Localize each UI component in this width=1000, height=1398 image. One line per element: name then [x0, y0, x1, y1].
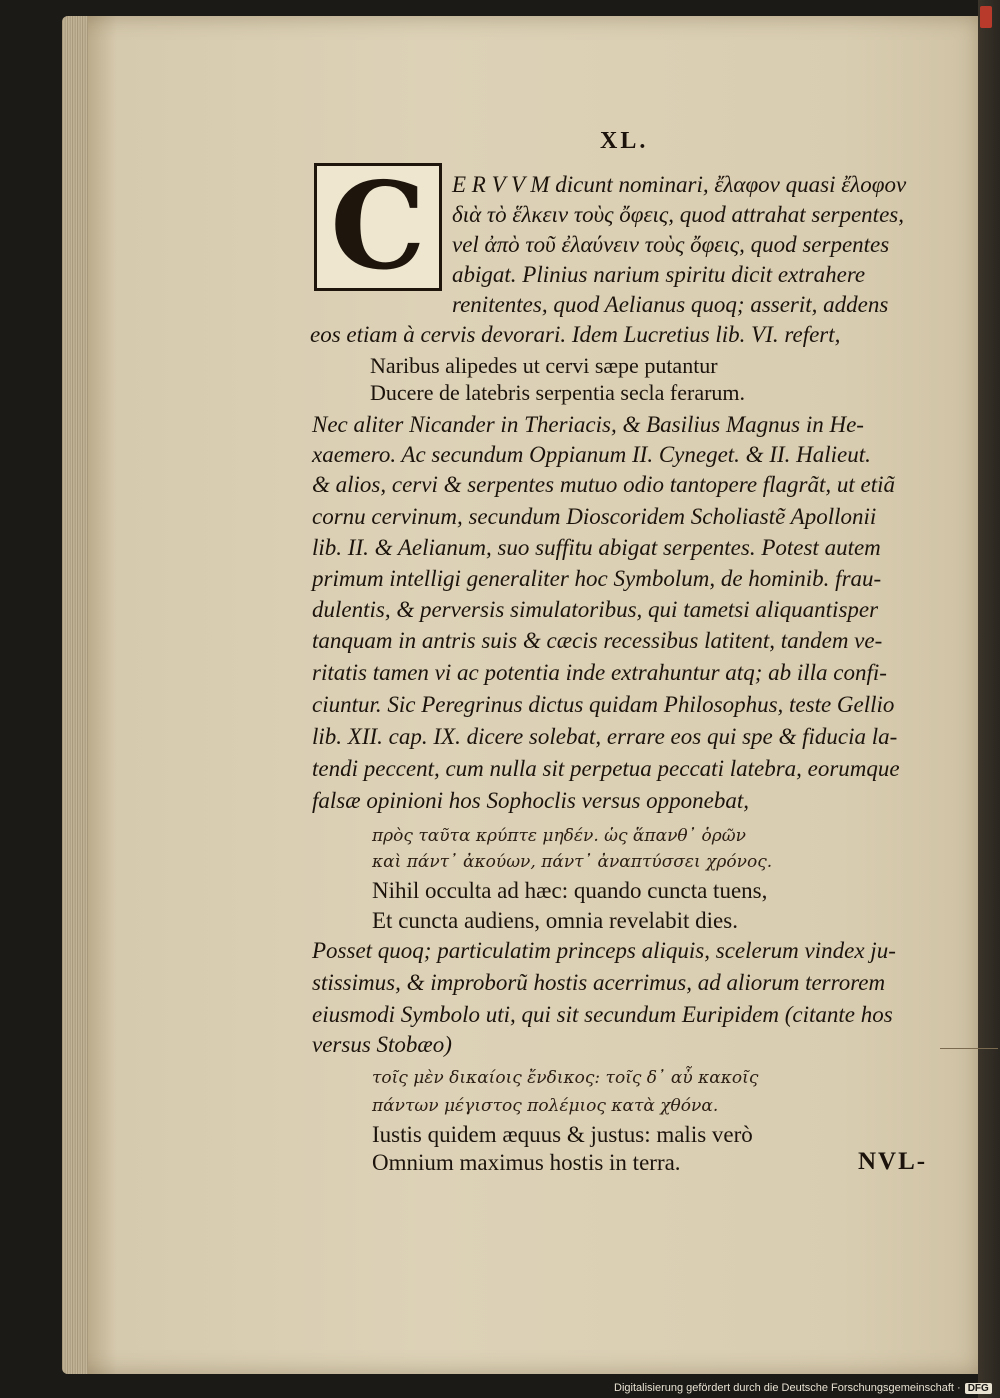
greek-line: τοῖς μὲν δικαίοις ἔνδικος: τοῖς δ᾽ αὖ κακοῖς: [372, 1068, 759, 1088]
text-line: lib. XII. cap. IX. dicere solebat, errare eos qui spe & fiducia la-: [312, 724, 898, 749]
text-line: Nec aliter Nicander in Theriacis, & Basilius Magnus in He-: [312, 412, 864, 437]
initial-letter: C: [330, 156, 426, 297]
credit-text: Digitalisierung gefördert durch die Deutsche Forschungsgemeinschaft ·: [614, 1382, 961, 1394]
catchword: NVL-: [858, 1148, 928, 1175]
verse-line: Ducere de latebris serpentia secla ferarum.: [370, 380, 746, 405]
text-line: Posset quoq; particulatim princeps aliquis, scelerum vindex ju-: [312, 938, 896, 963]
text-line: stissimus, & improborũ hostis acerrimus, ad aliorum terrorem: [312, 970, 886, 995]
text-line: renitentes, quod Aelianus quoq; asserit, addens: [452, 292, 889, 317]
verse-line: Et cuncta audiens, omnia revelabit dies.: [372, 908, 738, 933]
text-line: E R V V M dicunt nominari, ἔλαφον quasi ἔλοφον: [452, 172, 907, 197]
bookmark-ribbon: [980, 6, 992, 28]
text-line: primum intelligi generaliter hoc Symbolum, de hominib. frau-: [312, 566, 882, 591]
text-line: ciuntur. Sic Peregrinus dictus quidam Philosophus, teste Gellio: [312, 692, 895, 717]
text-line: eos etiam à cervis devorari. Idem Lucretius lib. VI. refert,: [310, 322, 841, 347]
margin-rule: [940, 1048, 998, 1049]
verse-line: Nihil occulta ad hæc: quando cuncta tuens,: [372, 878, 768, 903]
text-line: xaemero. Ac secundum Oppianum II. Cyneget. & II. Halieut.: [312, 442, 871, 467]
page-edges: [62, 16, 88, 1374]
text-line: ritatis tamen vi ac potentia inde extrahuntur atq; ab illa confi-: [312, 660, 887, 685]
text-line: falsæ opinioni hos Sophoclis versus opponebat,: [312, 788, 749, 813]
text-line: abigat. Plinius narium spiritu dicit extrahere: [452, 262, 866, 287]
verse-line: Iustis quidem æquus & justus: malis verò: [372, 1122, 753, 1147]
page-number: XL.: [600, 128, 649, 154]
text-line: vel ἀπὸ τοῦ ἐλαύνειν τοὺς ὄφεις, quod serpentes: [452, 232, 890, 257]
greek-line: πάντων μέγιστος πολέμιος κατὰ χθόνα.: [372, 1096, 719, 1116]
verse-line: Omnium maximus hostis in terra.: [372, 1150, 681, 1175]
text-line: cornu cervinum, secundum Dioscoridem Scholiastẽ Apollonii: [312, 504, 877, 529]
text-line: & alios, cervi & serpentes mutuo odio tantopere flagrãt, ut etiã: [312, 472, 896, 497]
verse-line: Naribus alipedes ut cervi sæpe putantur: [370, 353, 718, 378]
scan-border: [978, 0, 1000, 1398]
greek-line: πρὸς ταῦτα κρύπτε μηδέν. ὡς ἅπανθ᾽ ὁρῶν: [372, 826, 746, 846]
text-line: versus Stobæo): [312, 1032, 452, 1057]
greek-line: καὶ πάντ᾽ ἀκούων, πάντ᾽ ἀναπτύσσει χρόνος.: [372, 852, 773, 872]
text-line: eiusmodi Symbolo uti, qui sit secundum Euripidem (citante hos: [312, 1002, 893, 1027]
text-line: tendi peccent, cum nulla sit perpetua peccati latebra, eorumque: [312, 756, 900, 781]
text-line: διὰ τὸ ἕλκειν τοὺς ὄφεις, quod attrahat serpentes,: [452, 202, 904, 227]
text-line: tanquam in antris suis & cæcis recessibus latitent, tandem ve-: [312, 628, 883, 653]
text-line: lib. II. & Aelianum, suo suffitu abigat serpentes. Potest autem: [312, 535, 881, 560]
text-line: dulentis, & perversis simulatoribus, qui tametsi aliquantisper: [312, 597, 879, 622]
decorated-initial: [314, 156, 442, 297]
dfg-logo: DFG: [965, 1383, 992, 1394]
digitization-credit: [614, 1382, 992, 1394]
